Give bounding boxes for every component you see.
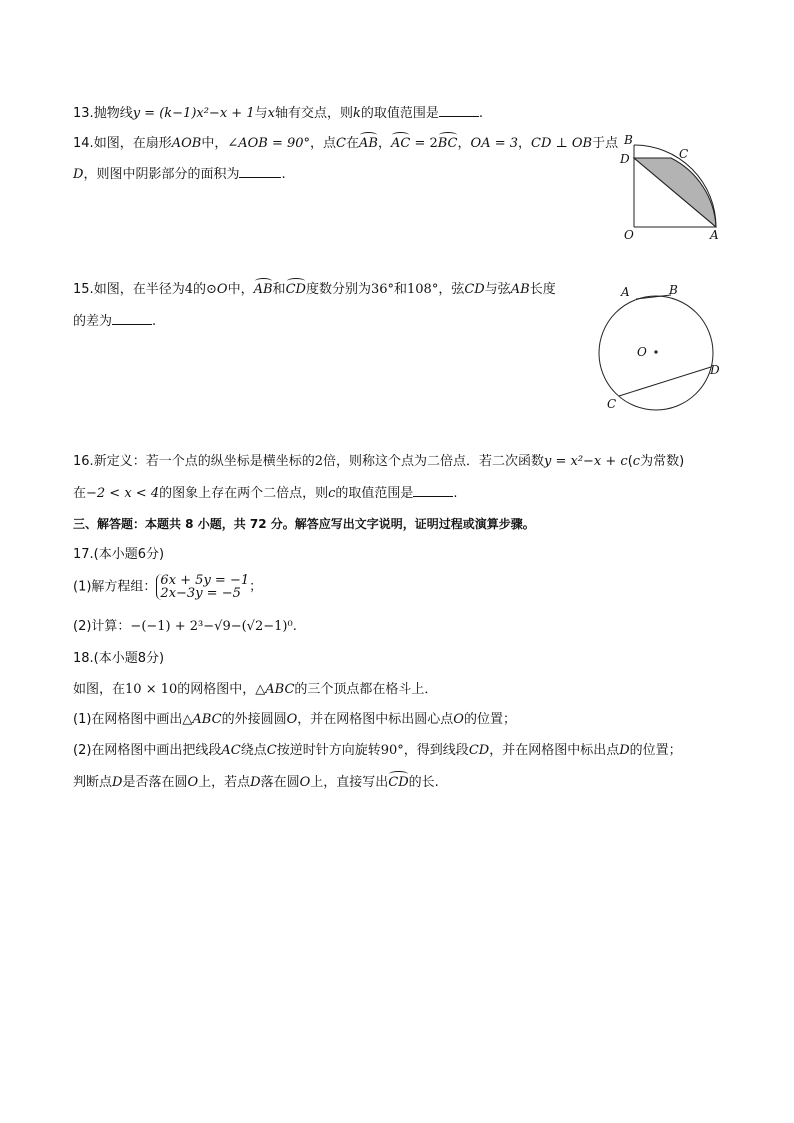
calc-expression: −(−1) + 2³−√9−(√2−1)⁰: [130, 619, 293, 634]
section-heading: 三、解答题：本题共 8 小题，共 72 分。解答应写出文字说明，证明过程或演算步骤。: [73, 517, 535, 531]
q13-number: 13.: [73, 106, 94, 121]
center-dot: [654, 350, 657, 353]
q18-part2: (2)在网格图中画出把线段AC绕点C按逆时针方向旋转90°，得到线段CD，并在网格图中标出点D的位置；: [73, 743, 682, 758]
answer-blank: [439, 104, 479, 117]
label-D: D: [710, 363, 720, 377]
question-16: 16.新定义：若一个点的纵坐标是横坐标的2倍，则称这个点为二倍点．若二次函数y = x²−x + c(c为常数): [73, 454, 685, 469]
q18-part1: (1)在网格图中画出△ABC的外接圆圆O，并在网格图中标出圆心点O的位置；: [73, 712, 516, 727]
label-O: O: [624, 228, 634, 242]
q18-title: 18.(本小题8分): [73, 651, 165, 666]
question-13: 13.抛物线y = (k−1)x²−x + 1与x轴有交点，则k的取值范围是 .: [73, 106, 484, 121]
arc-ab: AB: [253, 282, 273, 297]
label-B: B: [669, 283, 678, 297]
question-15: 15.如图，在半径为4的⊙O中，AB和CD度数分别为36°和108°，弦CD与弦AB长度: [73, 282, 556, 297]
arc-bc: BC: [437, 136, 458, 151]
label-D: D: [620, 152, 630, 166]
label-O: O: [637, 345, 647, 359]
q15-number: 15.: [73, 282, 94, 297]
label-C: C: [679, 147, 689, 161]
arc-cd: CD: [388, 775, 409, 790]
q18-intro: 如图，在10 × 10的网格图中，△ABC的三个顶点都在格斗上．: [73, 682, 438, 697]
q13-expression: y = (k−1)x²−x + 1: [132, 106, 255, 121]
answer-blank: [413, 484, 453, 497]
arc-cd: CD: [285, 282, 306, 297]
label-B: B: [624, 133, 633, 147]
answer-blank: [239, 165, 281, 178]
q14-number: 14.: [73, 136, 94, 151]
q18-part2-line2: 判断点D是否落在圆O上，若点D落在圆O上，直接写出CD的长.: [73, 775, 439, 790]
circle-figure: [590, 278, 730, 418]
q17-part2: (2)计算：−(−1) + 2³−√9−(√2−1)⁰.: [73, 619, 297, 634]
answer-blank: [112, 312, 152, 325]
arc-ab: AB: [359, 136, 378, 151]
label-C: C: [607, 397, 617, 411]
q17-part1: (1)解方程组： 6x + 5y = −1 2x−3y = −5 ；: [73, 573, 263, 601]
question-14-line2: D，则图中阴影部分的面积为 .: [73, 167, 286, 182]
q17-title: 17.(本小题6分): [73, 547, 165, 562]
q16-number: 16.: [73, 454, 94, 469]
equation-system: 6x + 5y = −1 2x−3y = −5: [156, 574, 249, 600]
chord-cd: [619, 367, 711, 396]
sector-figure: [616, 128, 728, 244]
label-A: A: [710, 228, 719, 242]
question-16-line2: 在−2 < x < 4的图象上存在两个二倍点，则c的取值范围是 .: [73, 486, 458, 501]
question-14: 14.如图，在扇形AOB中，∠AOB = 90°，点C在AB，AC = 2BC，OA = 3，CD ⊥ OB于点: [73, 136, 619, 151]
label-A: A: [621, 285, 630, 299]
arc-ac: AC: [390, 136, 411, 151]
question-15-line2: 的差为 .: [73, 314, 157, 329]
